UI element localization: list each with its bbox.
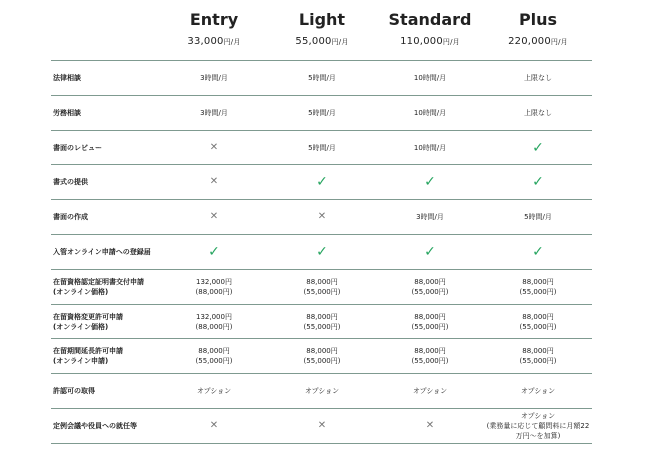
plan-price-value: 110,000 [400, 36, 443, 47]
table-cell: 88,000円 (55,000円) [411, 347, 449, 366]
table-cell: 上限なし [524, 108, 552, 117]
plan-price [376, 34, 484, 50]
table-row [51, 96, 592, 130]
plan-name: Plus [518, 10, 558, 29]
table-cell: 3時間/月 [200, 108, 228, 117]
plan-name: Light [298, 10, 346, 29]
table-row [51, 235, 592, 269]
cross-icon [318, 420, 326, 432]
table-cell [484, 131, 592, 165]
table-cell: オプション [304, 387, 340, 396]
plan-price [484, 34, 592, 50]
row-divider [51, 443, 592, 444]
table-row [51, 61, 592, 95]
table-cell [484, 165, 592, 199]
row-label: 在留資格認定証明書交付申請 (オンライン価格) [53, 277, 144, 296]
table-cell [376, 409, 484, 443]
check-icon [532, 245, 544, 259]
table-cell [160, 165, 268, 199]
table-cell: オプション [520, 387, 556, 396]
check-icon [316, 245, 328, 259]
row-label: 入管オンライン申請への登録届 [53, 248, 151, 256]
plan-entry [160, 6, 268, 50]
table-cell: 10時間/月 [413, 74, 447, 82]
plan-name: Standard [388, 10, 472, 29]
table-row [51, 270, 592, 304]
plan-price-unit: 円/月 [223, 38, 241, 46]
table-cell: 132,000円 (88,000円) [195, 312, 233, 331]
check-icon [424, 175, 436, 189]
plan-price [160, 34, 268, 50]
table-cell [268, 165, 376, 199]
table-cell [160, 131, 268, 165]
table-cell: 88,000円 (55,000円) [519, 277, 557, 296]
row-label: 定例会議や役員への就任等 [53, 422, 137, 430]
table-row [51, 305, 592, 339]
plan-price-value: 55,000 [295, 36, 332, 47]
plan-name: Entry [189, 10, 239, 29]
table-cell: 88,000円 (55,000円) [303, 312, 341, 331]
table-row [51, 165, 592, 199]
cross-icon [318, 211, 326, 223]
check-icon [532, 141, 544, 155]
table-cell: オプション [412, 387, 448, 396]
table-cell: 5時間/月 [308, 143, 336, 152]
row-label: 書式の提供 [53, 178, 88, 187]
row-label: 労務相談 [53, 108, 81, 117]
plan-price-value: 33,000 [187, 36, 224, 47]
row-label: 在留期間延長許可申請 (オンライン申請) [53, 347, 123, 366]
plan-price [268, 34, 376, 50]
table-cell: 88,000円 (55,000円) [303, 347, 341, 366]
check-icon [208, 245, 220, 259]
table-cell: 3時間/月 [200, 74, 228, 82]
table-row [51, 200, 592, 234]
cross-icon [210, 142, 218, 154]
plan-price-unit: 円/月 [550, 38, 568, 46]
table-cell: 132,000円 (88,000円) [195, 277, 233, 296]
cross-icon [210, 211, 218, 223]
table-cell: 5時間/月 [308, 108, 336, 117]
table-cell: 10時間/月 [413, 143, 447, 152]
table-cell: 88,000円 (55,000円) [411, 277, 449, 296]
table-row [51, 409, 592, 443]
plan-price-unit: 円/月 [331, 38, 349, 46]
table-cell: 88,000円 (55,000円) [411, 312, 449, 331]
table-cell [268, 409, 376, 443]
table-cell: 10時間/月 [413, 108, 447, 117]
check-icon [424, 245, 436, 259]
table-cell: 5時間/月 [524, 213, 552, 222]
table-cell [376, 165, 484, 199]
cross-icon [210, 420, 218, 432]
table-cell: オプション [196, 387, 232, 396]
table-cell [268, 235, 376, 269]
table-cell [160, 200, 268, 234]
table-cell: 88,000円 (55,000円) [519, 347, 557, 366]
table-cell: 88,000円 (55,000円) [195, 347, 233, 366]
check-icon [316, 175, 328, 189]
row-label: 許認可の取得 [53, 387, 95, 396]
table-row [51, 131, 592, 165]
table-cell: 上限なし [524, 74, 552, 82]
check-icon [532, 175, 544, 189]
table-cell [484, 235, 592, 269]
row-label: 書面のレビュー [53, 143, 102, 152]
plan-header [160, 6, 592, 60]
table-cell [376, 235, 484, 269]
table-cell [160, 409, 268, 443]
row-label: 在留資格変更許可申請 (オンライン価格) [53, 312, 123, 331]
table-cell [268, 200, 376, 234]
plan-price-unit: 円/月 [442, 38, 460, 46]
cross-icon [210, 176, 218, 188]
table-cell: 3時間/月 [416, 213, 444, 222]
table-row [51, 374, 592, 408]
plan-light [268, 6, 376, 50]
row-label: 書面の作成 [53, 213, 88, 222]
table-cell: オプション (業務量に応じて顧問料に月額22 万円〜を加算) [486, 412, 590, 440]
cross-icon [426, 420, 434, 432]
row-label: 法律相談 [53, 74, 81, 82]
table-cell [160, 235, 268, 269]
plan-plus [484, 6, 592, 50]
table-cell: 88,000円 (55,000円) [303, 277, 341, 296]
plan-price-value: 220,000 [508, 36, 551, 47]
plan-standard [376, 6, 484, 50]
table-cell: 5時間/月 [308, 74, 336, 82]
table-row [51, 339, 592, 373]
table-cell: 88,000円 (55,000円) [519, 312, 557, 331]
